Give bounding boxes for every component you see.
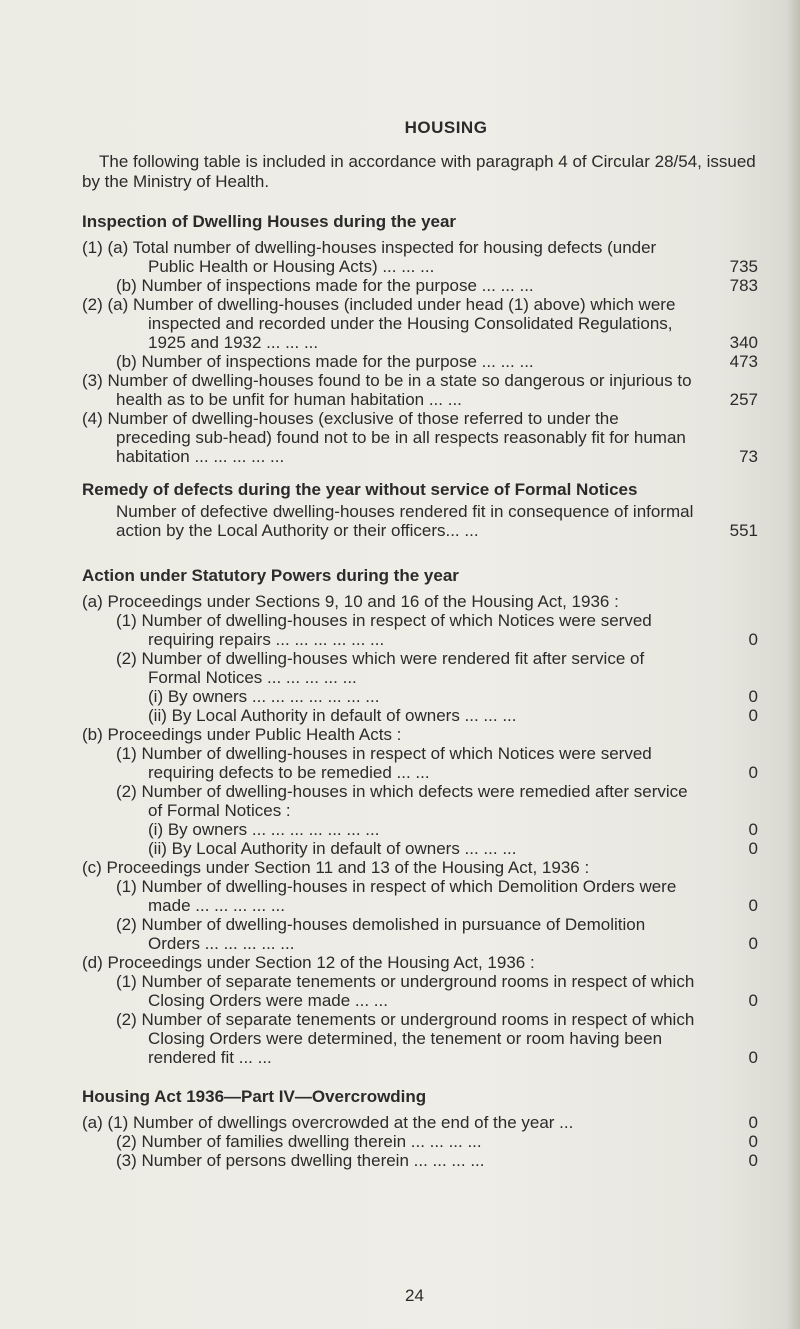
row-value: 735 [729,257,758,276]
action-c-heading: (c) Proceedings under Section 11 and 13 of the Housing Act, 1936 : [82,858,590,877]
row-text: (b) Number of inspections made for the purpose ... ... ... [116,352,534,371]
row-value: 0 [748,1113,758,1132]
overcrowding-row-1 [82,1113,762,1132]
overcrowding-section [82,1087,762,1170]
inspection-row-3 [82,371,762,409]
row-value: 0 [748,1132,758,1151]
row-value: 0 [748,763,758,782]
action-b2i [82,820,762,839]
row-text: (2) Number of separate tenements or underground rooms in respect of which Closing Orders were determined, the tenement or room having been rendered fit ... ... [116,1010,695,1067]
page-edge-shadow [786,0,800,1329]
action-a2: (2) Number of dwelling-houses which were rendered fit after service of Formal Notices ... ... ... ... ... [116,649,645,687]
row-text: (1) Number of dwelling-houses in respect of which Demolition Orders were made ... ... ... ... ... [116,877,677,915]
row-value: 0 [748,1151,758,1170]
remedy-row [82,502,762,540]
action-section [82,566,762,1067]
row-text: (ii) By Local Authority in default of owners ... ... ... [148,839,517,858]
row-text: (1) Number of dwelling-houses in respect of which Notices were served requiring repairs ... ... ... ... ... ... [116,611,652,649]
document-body [82,118,762,1184]
intro-paragraph: The following table is included in accordance with paragraph 4 of Circular 28/54, issued by the Ministry of Health. [82,152,756,191]
row-text: Number of defective dwelling-houses rendered fit in consequence of informal action by the Local Authority or their officers... ... [116,502,694,540]
overcrowding-row-2 [82,1132,762,1151]
inspection-row-4 [82,409,762,466]
row-text: (2) (a) Number of dwelling-houses (included under head (1) above) which were inspected and recorded under the Housing Consolidated Regulations, 1925 and 1932 ... ... ... [82,295,676,352]
row-text: (3) Number of persons dwelling therein ... ... ... ... [116,1151,485,1170]
row-value: 0 [748,896,758,915]
action-a1 [82,611,762,649]
action-b-heading: (b) Proceedings under Public Health Acts : [82,725,402,744]
row-text: (1) Number of dwelling-houses in respect of which Notices were served requiring defects to be remedied ... ... [116,744,652,782]
action-d2 [82,1010,762,1067]
row-value: 0 [748,839,758,858]
overcrowding-row-3 [82,1151,762,1170]
row-value: 0 [748,706,758,725]
action-a-heading: (a) Proceedings under Sections 9, 10 and 16 of the Housing Act, 1936 : [82,592,619,611]
row-value: 0 [748,934,758,953]
row-text: (ii) By Local Authority in default of owners ... ... ... [148,706,517,725]
action-d-heading: (d) Proceedings under Section 12 of the Housing Act, 1936 : [82,953,535,972]
action-b1 [82,744,762,782]
action-c1 [82,877,762,915]
row-text: (2) Number of families dwelling therein ... ... ... ... [116,1132,482,1151]
remedy-section [82,480,762,540]
row-value: 340 [729,333,758,352]
action-b2ii [82,839,762,858]
row-text: (i) By owners ... ... ... ... ... ... ... [148,820,380,839]
row-text: (1) (a) Total number of dwelling-houses inspected for housing defects (under Public Health or Housing Acts) ... ... ... [82,238,657,276]
row-text: (b) Number of inspections made for the purpose ... ... ... [116,276,534,295]
inspection-row-1a [82,238,762,276]
row-value: 0 [748,820,758,839]
overcrowding-heading: Housing Act 1936—Part IV—Overcrowding [82,1087,427,1106]
action-b2: (2) Number of dwelling-houses in which defects were remedied after service of Formal Notices : [116,782,688,820]
action-a2ii [82,706,762,725]
row-value: 0 [748,991,758,1010]
action-a2i [82,687,762,706]
row-value: 0 [748,1048,758,1067]
action-d1 [82,972,762,1010]
row-text: (4) Number of dwelling-houses (exclusive of those referred to under the preceding sub-head) found not to be in all respects reasonably fit for human habitation ... ... ... ... ... [82,409,686,466]
row-value: 73 [739,447,758,466]
row-value: 473 [729,352,758,371]
row-value: 551 [729,521,758,540]
row-value: 783 [729,276,758,295]
inspection-row-2b [82,352,762,371]
row-text: (2) Number of dwelling-houses demolished in pursuance of Demolition Orders ... ... ... ... ... [116,915,646,953]
row-value: 0 [748,687,758,706]
action-heading: Action under Statutory Powers during the year [82,566,459,585]
row-value: 257 [729,390,758,409]
page-number: 24 [405,1286,424,1305]
row-text: (1) Number of separate tenements or underground rooms in respect of which Closing Orders were made ... ... [116,972,695,1010]
row-text: (i) By owners ... ... ... ... ... ... ... [148,687,380,706]
row-value: 0 [748,630,758,649]
action-c2 [82,915,762,953]
remedy-heading: Remedy of defects during the year without service of Formal Notices [82,480,638,499]
inspection-section [82,212,762,466]
row-text: (a) (1) Number of dwellings overcrowded at the end of the year ... [82,1113,574,1132]
inspection-heading: Inspection of Dwelling Houses during the year [82,212,457,231]
page-title: HOUSING [404,118,488,137]
row-text: (3) Number of dwelling-houses found to be in a state so dangerous or injurious to health as to be unfit for human habitation ... ... [82,371,692,409]
inspection-row-1b [82,276,762,295]
inspection-row-2a [82,295,762,352]
